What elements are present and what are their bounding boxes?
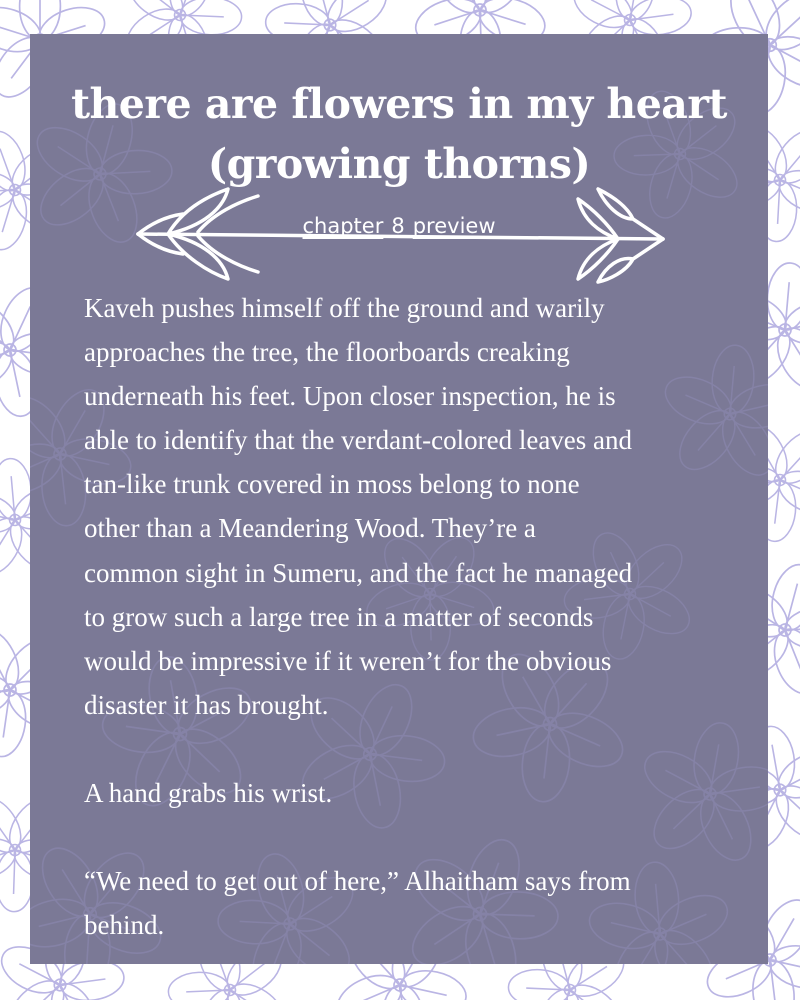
page-title [30, 74, 768, 194]
story-excerpt [84, 286, 768, 947]
story-line: Kaveh pushes himself off the ground and warily [84, 293, 605, 323]
story-line: other than a Meandering Wood. They’re a [84, 513, 536, 544]
story-line: “We need to get out of here,” Alhaitham says from [84, 866, 631, 897]
story-line: approaches the tree, the floorboards creaking [84, 337, 570, 368]
story-line: would be impressive if it weren’t for the obvious [84, 645, 612, 676]
story-line: able to identify that the verdant-colored leaves and [84, 425, 633, 456]
title-line-1: there are flowers in my heart [71, 80, 727, 128]
chapter-subtitle [30, 212, 768, 240]
title-line-2: (growing thorns) [207, 140, 591, 188]
paragraph-gap [84, 815, 768, 859]
subtitle-chapter-word: chapter [302, 214, 384, 238]
subtitle-chapter-number: 8 [391, 214, 405, 238]
story-line: disaster it has brought. [84, 689, 329, 720]
story-line: behind. [84, 910, 165, 941]
story-line: underneath his feet. Upon closer inspection, he is [84, 381, 616, 412]
story-line: tan-like trunk covered in moss belong to none [84, 469, 580, 500]
story-line: common sight in Sumeru, and the fact he managed [84, 557, 633, 588]
subtitle-preview-word: preview [412, 214, 496, 238]
story-line: A hand grabs his wrist. [84, 777, 333, 808]
paragraph-gap [84, 727, 768, 771]
story-line: to grow such a large tree in a matter of seconds [84, 601, 594, 632]
content-panel [30, 34, 768, 964]
